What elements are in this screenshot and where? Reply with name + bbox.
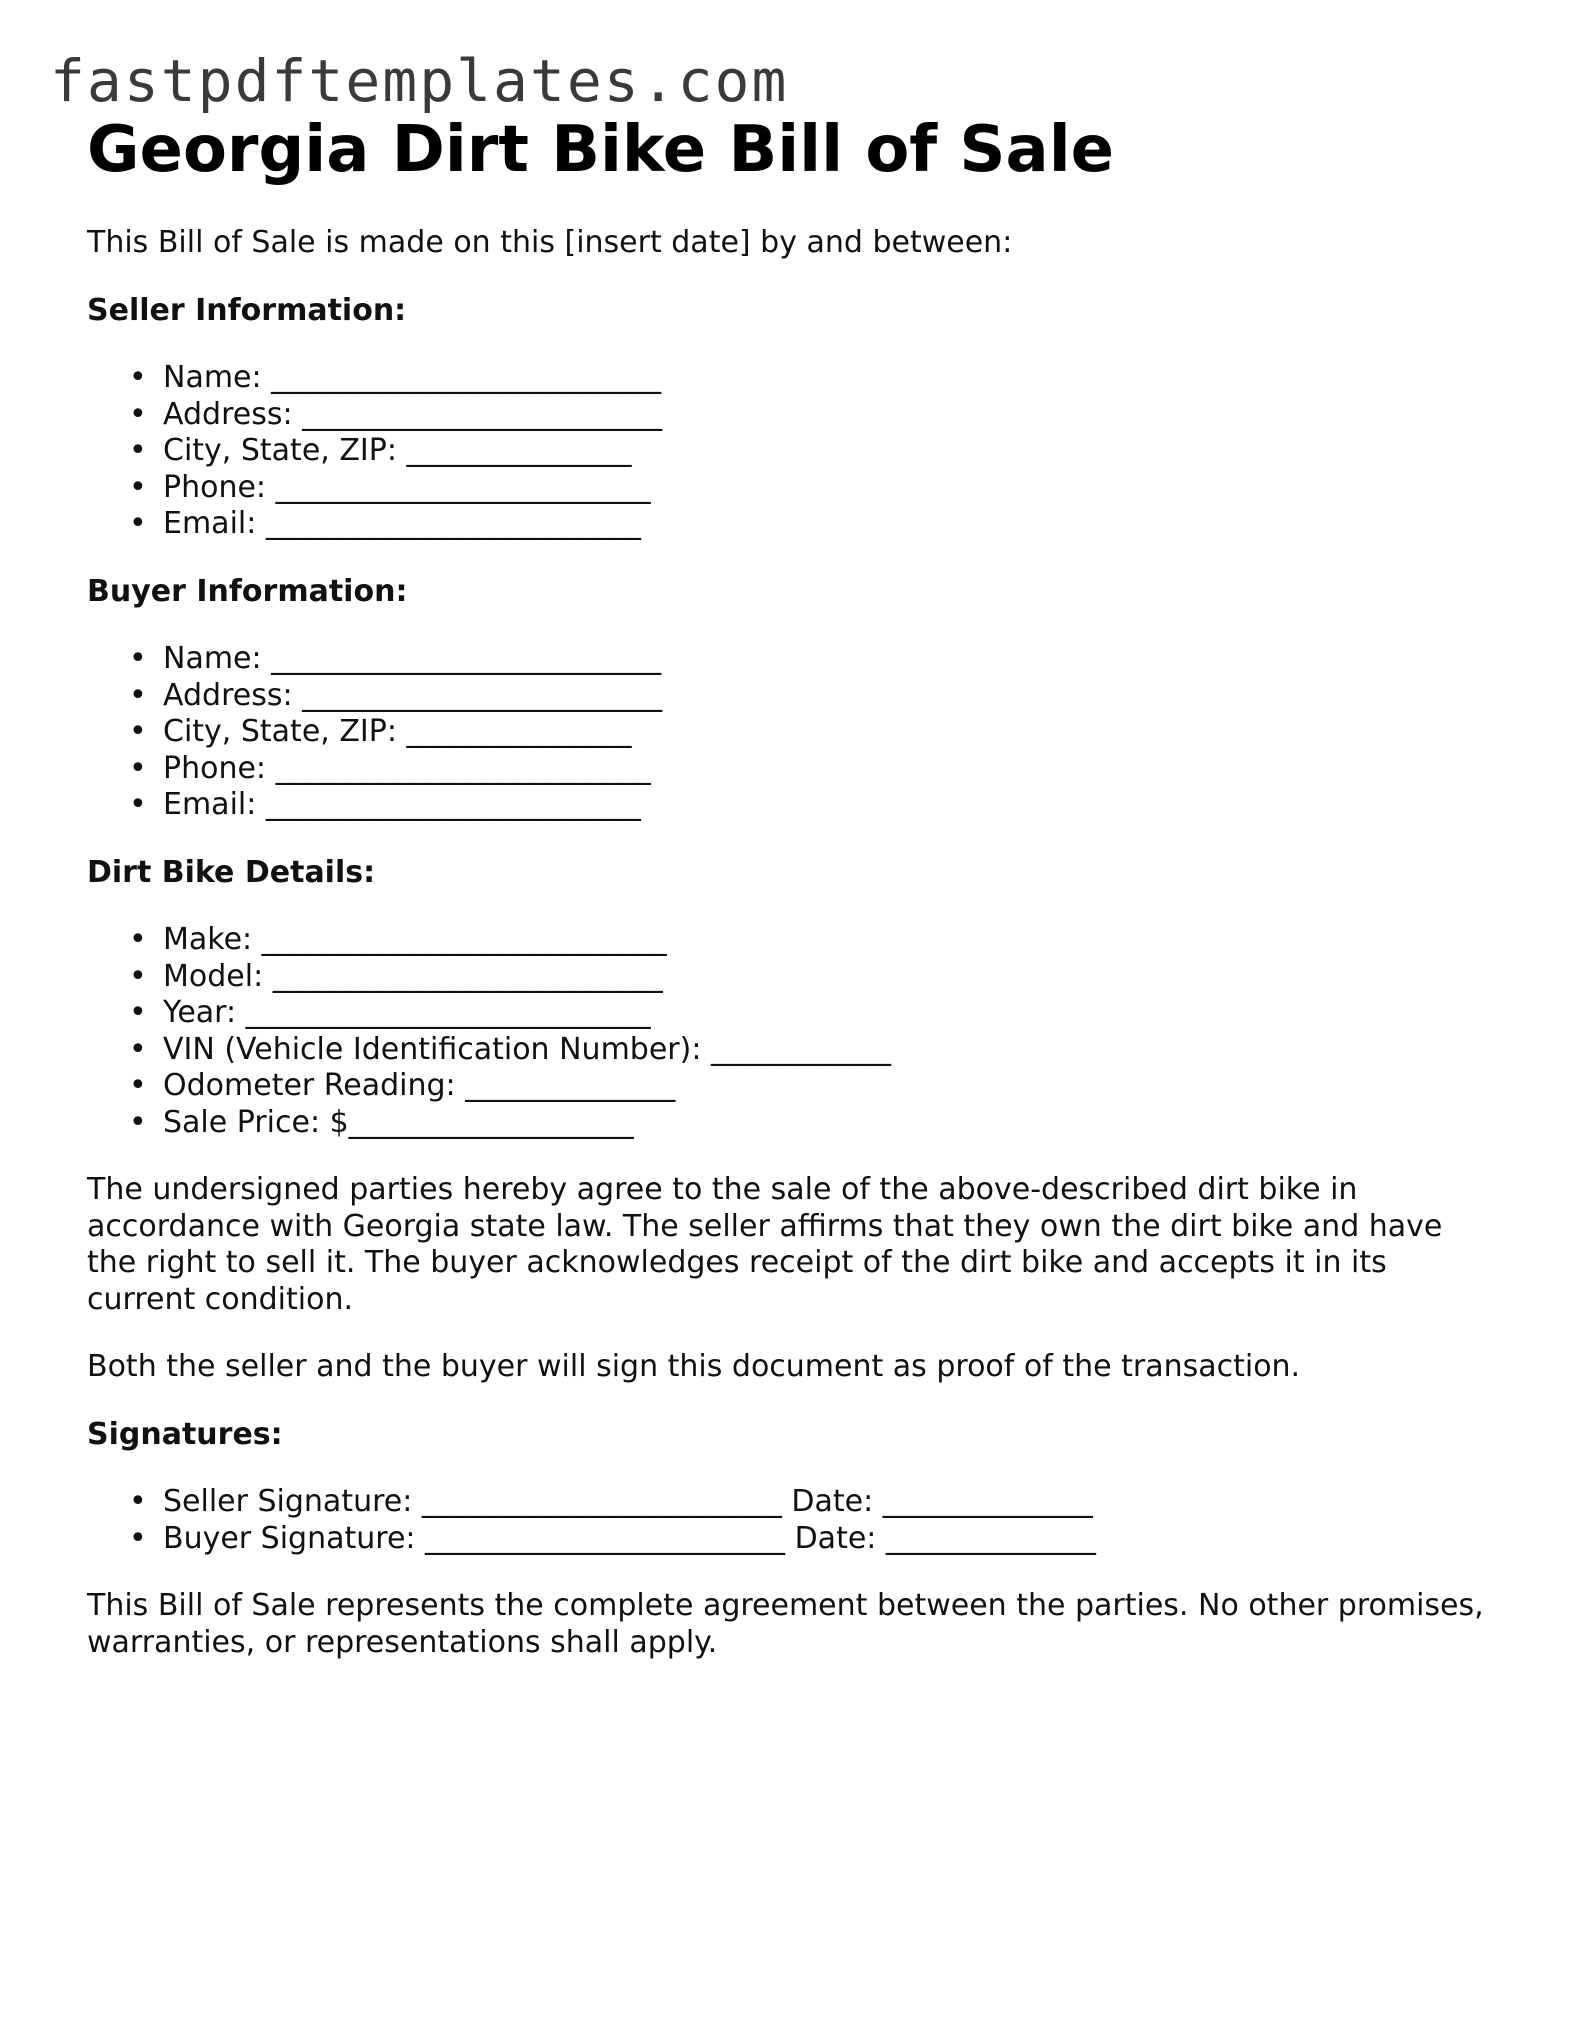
bullet-icon: • — [129, 1520, 147, 1556]
seller-heading: Seller Information: — [87, 292, 407, 328]
bike-details-list — [87, 922, 1487, 1141]
proof-paragraph: Both the seller and the buyer will sign this document as proof of the transaction. — [87, 1349, 1301, 1384]
seller-list — [87, 360, 1487, 543]
bullet-icon: • — [129, 922, 147, 957]
agreement-paragraph: The undersigned parties hereby agree to the sale of the above-described dirt bike in accordance with Georgia state law. The seller affirms that they own the dirt bike and have the right to sell it. The buyer acknowledges receipt of the dirt bike and accepts it in its current condition. — [87, 1172, 1443, 1317]
bullet-icon: • — [129, 641, 147, 676]
list-item-text: Make: ___________________________ — [163, 922, 667, 957]
bullet-icon: • — [129, 677, 147, 713]
bullet-icon: • — [129, 506, 147, 541]
buyer-phone-line — [87, 751, 1487, 788]
list-item-text: Address: ________________________ — [163, 677, 663, 713]
buyer-address-line — [87, 678, 1487, 715]
list-item-text: Model: __________________________ — [163, 958, 663, 994]
list-item-text: Seller Signature: ________________________ Date: ______________ — [163, 1484, 1093, 1519]
bullet-icon: • — [129, 360, 147, 395]
bullet-icon: • — [129, 750, 147, 786]
bike-year-line — [87, 995, 1487, 1032]
list-item-text: Email: _________________________ — [163, 506, 641, 541]
document-body — [87, 225, 1487, 1692]
bike-price-line — [87, 1105, 1487, 1142]
seller-phone-line — [87, 470, 1487, 507]
buyer-email-line — [87, 787, 1487, 824]
list-item-text: Address: ________________________ — [163, 396, 663, 432]
seller-name-line — [87, 360, 1487, 397]
bullet-icon: • — [129, 1031, 147, 1067]
seller-address-line — [87, 397, 1487, 434]
bullet-icon: • — [129, 1484, 147, 1519]
bike-odometer-line — [87, 1068, 1487, 1105]
page-title: Georgia Dirt Bike Bill of Sale — [87, 113, 1115, 187]
bullet-icon: • — [129, 469, 147, 505]
closing-paragraph: This Bill of Sale represents the complete agreement between the parties. No other promises, warranties, or representations shall apply. — [87, 1588, 1484, 1660]
list-item-text: City, State, ZIP: _______________ — [163, 433, 632, 468]
bullet-icon: • — [129, 995, 147, 1030]
bullet-icon: • — [129, 396, 147, 432]
bullet-icon: • — [129, 714, 147, 749]
bullet-icon: • — [129, 1104, 147, 1140]
list-item-text: Phone: _________________________ — [163, 469, 651, 505]
buyer-list — [87, 641, 1487, 824]
list-item-text: Sale Price: $___________________ — [163, 1104, 634, 1140]
list-item-text: Year: ___________________________ — [163, 995, 651, 1030]
signatures-list — [87, 1484, 1487, 1557]
bullet-icon: • — [129, 958, 147, 994]
bike-make-line — [87, 922, 1487, 959]
bike-model-line — [87, 959, 1487, 996]
buyer-heading: Buyer Information: — [87, 573, 408, 609]
list-item-text: VIN (Vehicle Identification Number): ____________ — [163, 1031, 891, 1067]
buyer-name-line — [87, 641, 1487, 678]
list-item-text: Name: __________________________ — [163, 360, 662, 395]
list-item-text: Name: __________________________ — [163, 641, 662, 676]
buyer-city-line — [87, 714, 1487, 751]
bike-details-heading: Dirt Bike Details: — [87, 854, 376, 890]
seller-email-line — [87, 506, 1487, 543]
signatures-heading: Signatures: — [87, 1416, 283, 1452]
bullet-icon: • — [129, 1068, 147, 1103]
list-item-text: Odometer Reading: ______________ — [163, 1068, 676, 1103]
seller-signature-line — [87, 1484, 1487, 1521]
buyer-signature-line — [87, 1521, 1487, 1558]
watermark: fastpdftemplates.com — [50, 47, 789, 115]
bike-vin-line — [87, 1032, 1487, 1069]
seller-city-line — [87, 433, 1487, 470]
bullet-icon: • — [129, 787, 147, 822]
list-item-text: Buyer Signature: ________________________ Date: ______________ — [163, 1520, 1096, 1556]
list-item-text: Phone: _________________________ — [163, 750, 651, 786]
list-item-text: Email: _________________________ — [163, 787, 641, 822]
list-item-text: City, State, ZIP: _______________ — [163, 714, 632, 749]
bullet-icon: • — [129, 433, 147, 468]
intro-paragraph: This Bill of Sale is made on this [insert date] by and between: — [87, 225, 1013, 260]
